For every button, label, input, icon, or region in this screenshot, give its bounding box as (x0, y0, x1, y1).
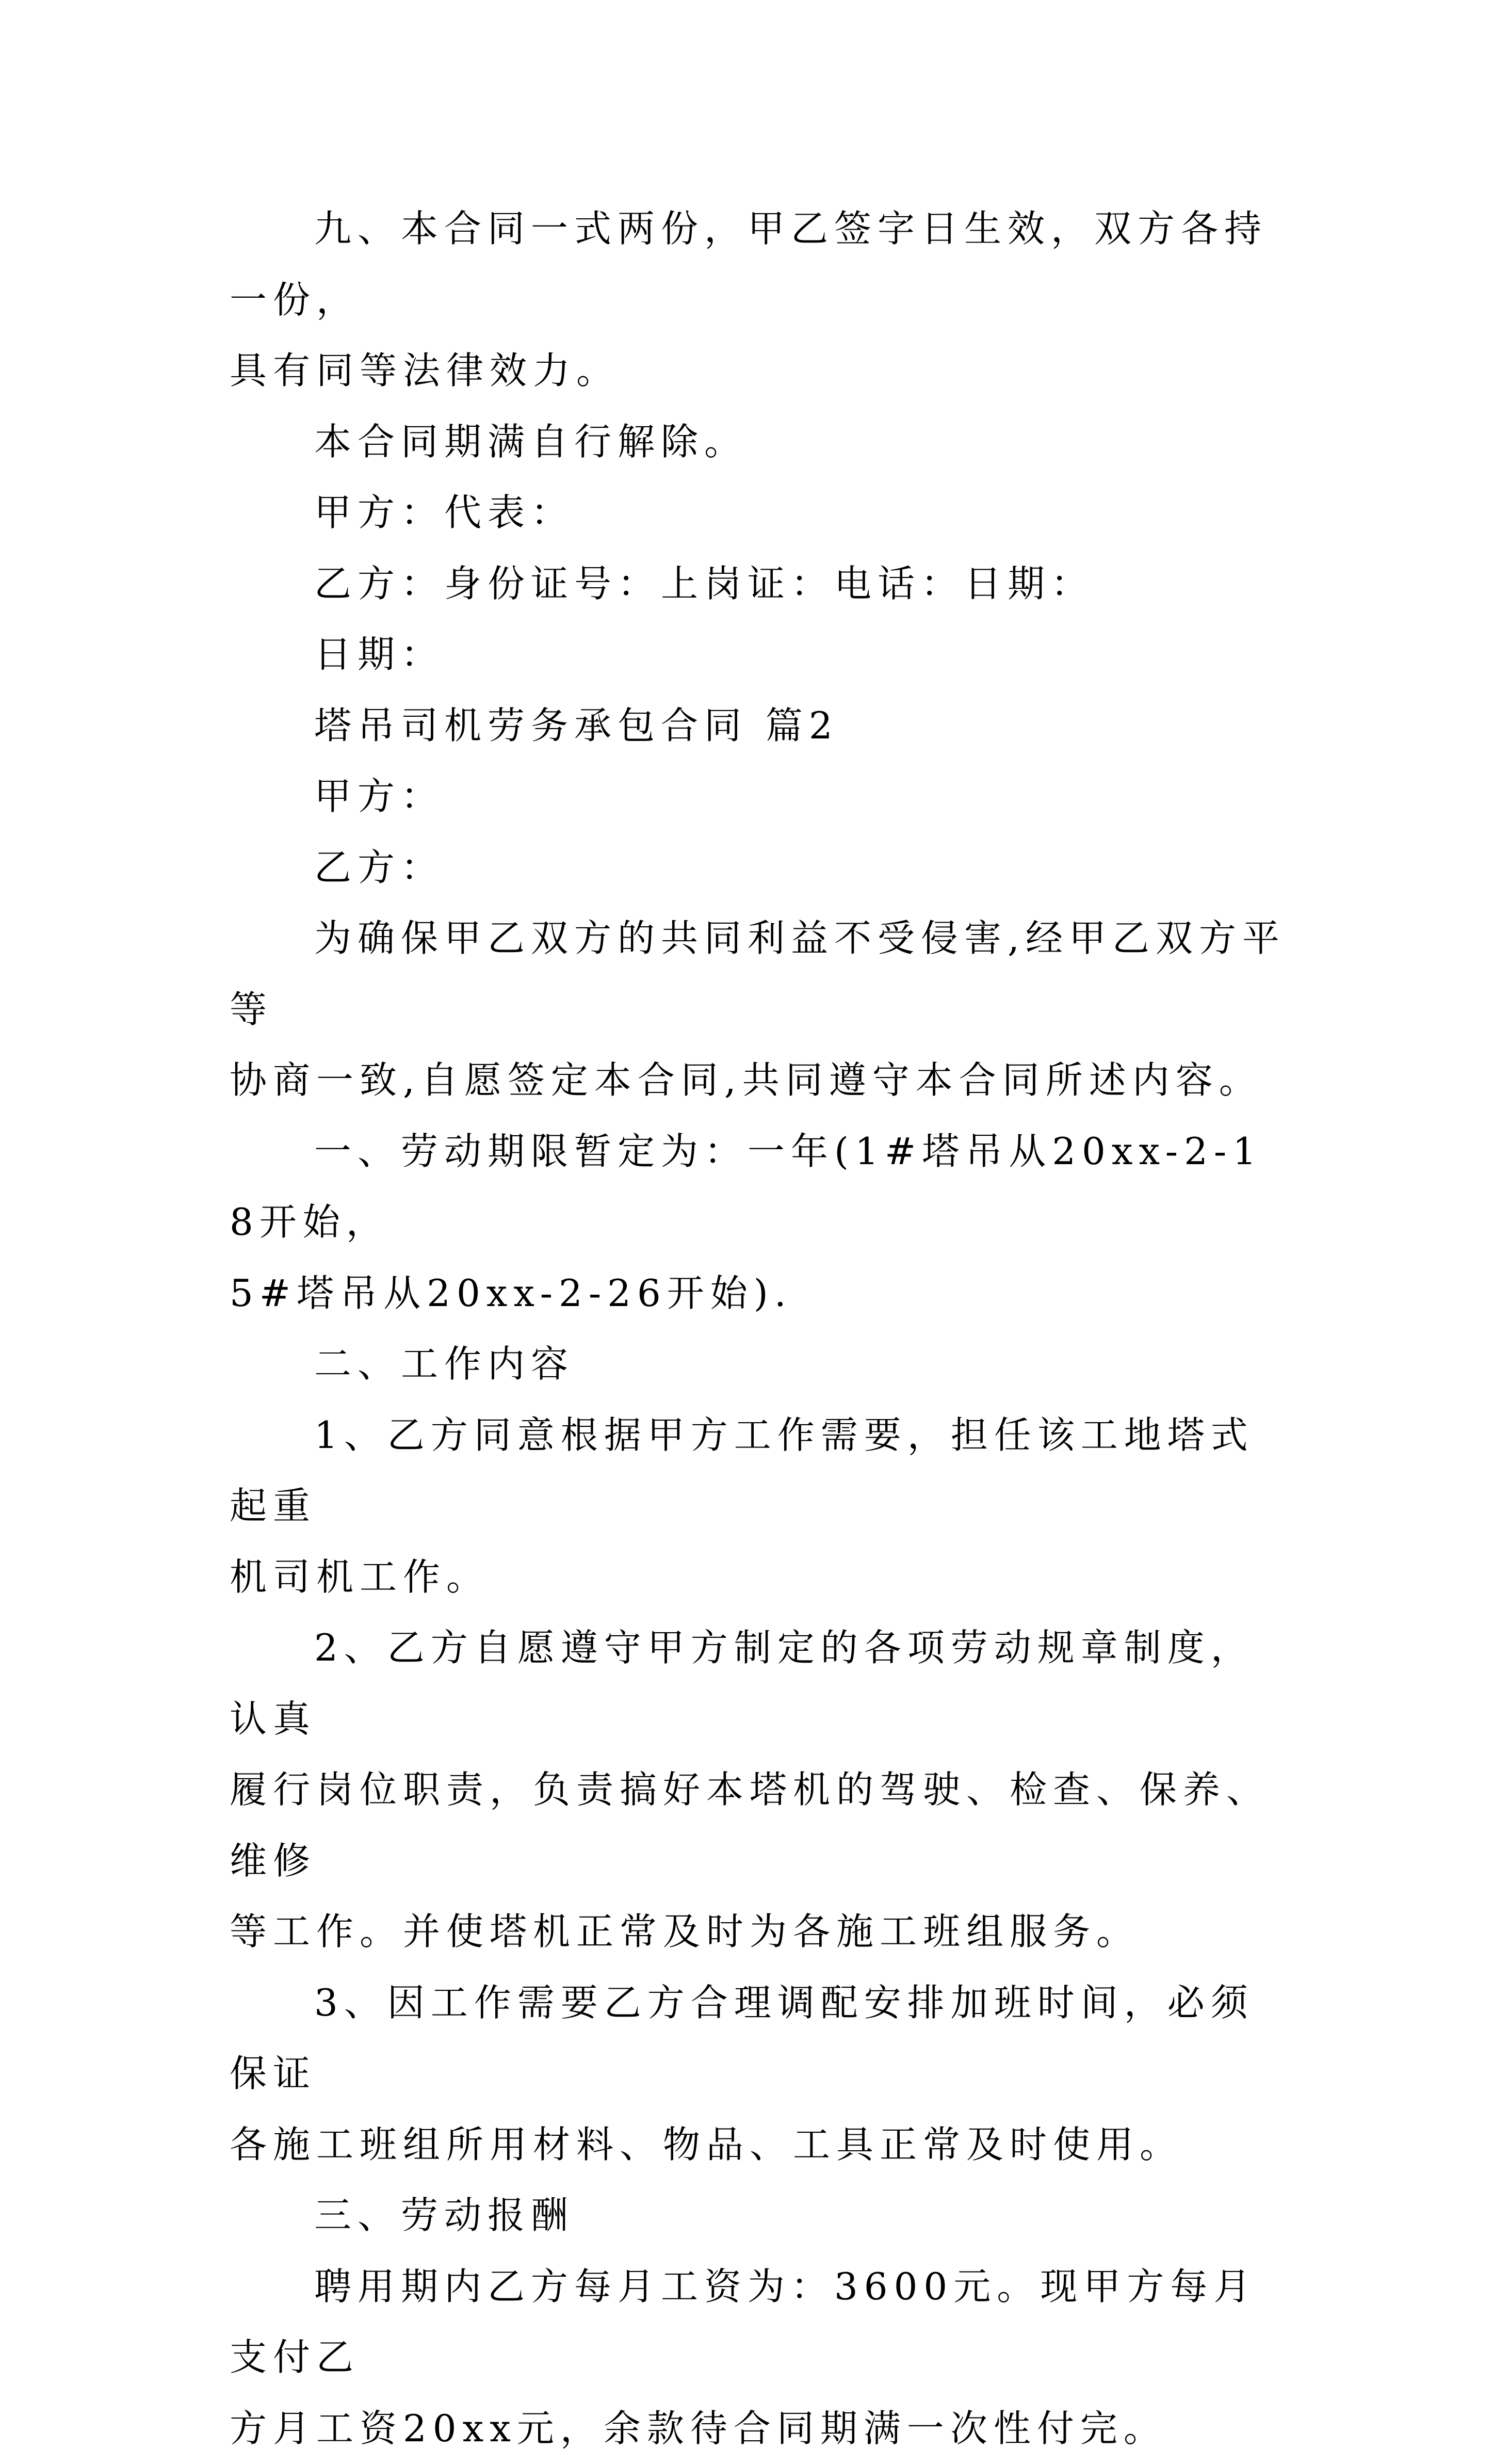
text-line: 具有同等法律效力。 (230, 335, 1287, 407)
text-line: 甲方：代表： (230, 477, 1287, 549)
text-line: 本合同期满自行解除。 (230, 407, 1287, 478)
text-line: 三、劳动报酬 (230, 2180, 1287, 2251)
text-line: 各施工班组所用材料、物品、工具正常及时使用。 (230, 2109, 1287, 2181)
text-line: 协商一致,自愿签定本合同,共同遵守本合同所述内容。 (230, 1045, 1287, 1116)
text-line: 履行岗位职责，负责搞好本塔机的驾驶、检查、保养、维修 (230, 1754, 1287, 1896)
text-line: 二、工作内容 (230, 1329, 1287, 1400)
text-line: 为确保甲乙双方的共同利益不受侵害,经甲乙双方平等 (230, 903, 1287, 1045)
text-line: 日期： (230, 619, 1287, 690)
text-line: 方月工资20xx元，余款待合同期满一次性付完。 (230, 2393, 1287, 2464)
text-line: 2、乙方自愿遵守甲方制定的各项劳动规章制度，认真 (230, 1613, 1287, 1754)
text-line: 一、劳动期限暂定为：一年(1#塔吊从20xx-2-18开始， (230, 1116, 1287, 1258)
text-line: 等工作。并使塔机正常及时为各施工班组服务。 (230, 1896, 1287, 1968)
text-line: 5#塔吊从20xx-2-26开始). (230, 1258, 1287, 1329)
text-line: 3、因工作需要乙方合理调配安排加班时间，必须保证 (230, 1968, 1287, 2109)
section-title: 塔吊司机劳务承包合同 篇2 (230, 690, 1287, 762)
text-line: 九、本合同一式两份，甲乙签字日生效，双方各持一份， (230, 194, 1287, 335)
text-line: 聘用期内乙方每月工资为：3600元。现甲方每月支付乙 (230, 2251, 1287, 2393)
text-line: 乙方： (230, 832, 1287, 904)
text-line: 机司机工作。 (230, 1542, 1287, 1613)
text-line: 甲方： (230, 761, 1287, 832)
text-line: 1、乙方同意根据甲方工作需要，担任该工地塔式起重 (230, 1400, 1287, 1542)
document-body (230, 194, 1287, 2464)
text-line: 乙方：身份证号：上岗证：电话：日期： (230, 549, 1287, 620)
